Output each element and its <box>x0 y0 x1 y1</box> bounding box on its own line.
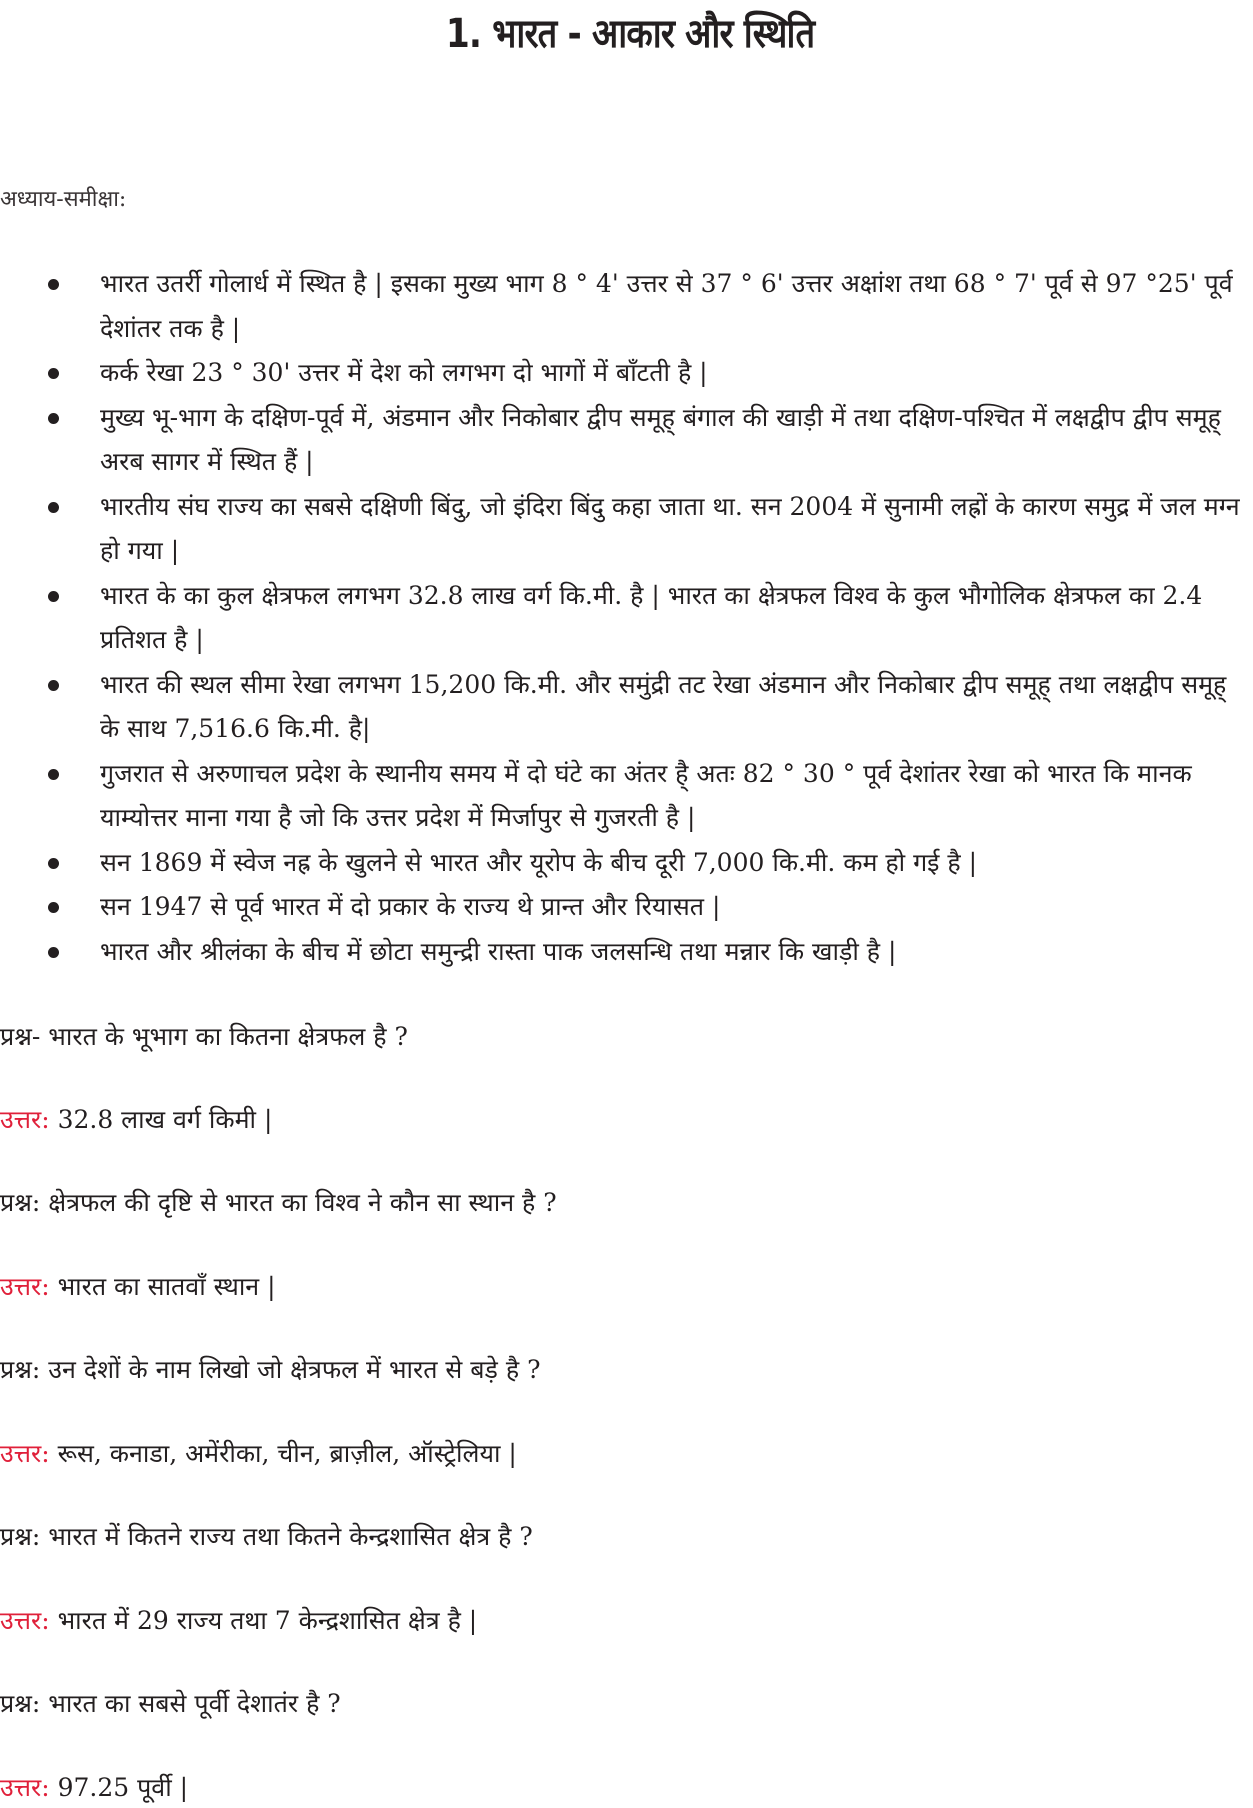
answer-4 <box>0 1601 477 1641</box>
bullet-dot-icon <box>48 368 59 379</box>
answer-label: उत्तर: <box>0 1105 50 1134</box>
bullet-dot-icon <box>48 769 59 780</box>
answer-text: भारत में 29 राज्य तथा 7 केन्द्रशासित क्षेत्र है | <box>49 1606 478 1635</box>
bullet-text: गुजरात से अरुणाचल प्रदेश के स्थानीय समय में दो घंटे का अंतर है् अतः 82 ° 30 ° पूर्व देशांतर रेखा को भारत कि मानक याम्योत्तर माना गया है जो कि उत्तर प्रदेश में मिर्जापुर से गुजरती है | <box>100 758 1192 832</box>
bullet-text: भारत और श्रीलंका के बीच में छोटा समुन्द्री रास्ता पाक जलसन्धि तथा मन्नार कि खाड़ी है | <box>100 936 897 966</box>
question-3: प्रश्न: उन देशों के नाम लिखो जो क्षेत्रफल में भारत से बड़े है ? <box>0 1355 541 1384</box>
bullet-item <box>0 262 1253 351</box>
bullet-item <box>0 663 1253 752</box>
bullet-item <box>0 485 1253 574</box>
bullet-text: भारत की स्थल सीमा रेखा लगभग 15,200 कि.मी. और समुंद्री तट रेखा अंडमान और निकोबार द्वीप समूह् तथा लक्षद्वीप समूह् के साथ 7,516.6 कि.मी. है| <box>100 669 1227 743</box>
bullet-dot-icon <box>48 502 59 513</box>
question-4: प्रश्न: भारत में कितने राज्य तथा कितने केन्द्रशासित क्षेत्र है ? <box>0 1522 533 1551</box>
chapter-summary-label: अध्याय-समीक्षा: <box>0 187 127 212</box>
answer-text: 97.25 पूर्वी | <box>49 1773 189 1802</box>
bullet-dot-icon <box>48 279 59 290</box>
bullet-item <box>0 396 1253 485</box>
bullet-item <box>0 930 1253 975</box>
bullet-dot-icon <box>48 413 59 424</box>
bullet-text: सन 1869 में स्वेज नह्र के खुलने से भारत और यूरोप के बीच दूरी 7,000 कि.मी. कम हो गई है | <box>100 847 978 877</box>
page-title: 1. भारत - आकार और स्थिति <box>445 11 815 57</box>
answer-text: रूस, कनाडा, अमेंरीका, चीन, ब्राज़ील, ऑस्ट्रेलिया | <box>49 1439 517 1468</box>
bullet-item <box>0 574 1253 663</box>
question-1: प्रश्न- भारत के भूभाग का कितना क्षेत्रफल है ? <box>0 1022 408 1051</box>
bullet-dot-icon <box>48 680 59 691</box>
answer-2 <box>0 1267 276 1307</box>
answer-label: उत्तर: <box>0 1606 50 1635</box>
answer-label: उत्तर: <box>0 1272 50 1301</box>
bullet-item <box>0 841 1253 886</box>
bullet-item <box>0 885 1253 930</box>
answer-text: भारत का सातवाँ स्थान | <box>49 1272 276 1301</box>
question-2: प्रश्न: क्षेत्रफल की दृष्टि से भारत का विश्व ने कौन सा स्थान है ? <box>0 1188 557 1217</box>
answer-1 <box>0 1100 272 1140</box>
bullet-dot-icon <box>48 947 59 958</box>
bullet-dot-icon <box>48 858 59 869</box>
question-5: प्रश्न: भारत का सबसे पूर्वी देशातंर है ? <box>0 1689 341 1718</box>
bullet-text: कर्क रेखा 23 ° 30' उत्तर में देश को लगभग दो भागों में बाँटती है | <box>100 358 708 387</box>
answer-label: उत्तर: <box>0 1439 50 1468</box>
bullet-text: भारतीय संघ राज्य का सबसे दक्षिणी बिंदु, जो इंदिरा बिंदु कहा जाता था. सन 2004 में सुनामी लह्रों के कारण समुद्र में जल मग्न हो गया | <box>100 491 1240 565</box>
bullet-item <box>0 752 1253 841</box>
answer-5 <box>0 1768 188 1808</box>
summary-bullet-list <box>0 262 1253 974</box>
bullet-text: भारत उतर्री गोलार्ध में स्थित है | इसका मुख्य भाग 8 ° 4' उत्तर से 37 ° 6' उत्तर अक्षांश तथा 68 ° 7' पूर्व से 97 °25' पूर्व देशांतर तक है | <box>100 269 1233 343</box>
bullet-dot-icon <box>48 902 59 913</box>
answer-text: 32.8 लाख वर्ग किमी | <box>49 1105 273 1134</box>
answer-3 <box>0 1434 517 1474</box>
bullet-item <box>0 351 1253 396</box>
bullet-text: भारत के का कुल क्षेत्रफल लगभग 32.8 लाख वर्ग कि.मी. है | भारत का क्षेत्रफल विश्व के कुल भौगोलिक क्षेत्रफल का 2.4 प्रतिशत है | <box>100 580 1203 654</box>
bullet-text: मुख्य भू-भाग के दक्षिण-पूर्व में, अंडमान और निकोबार द्वीप समूह् बंगाल की खाड़ी में तथा दक्षिण-पश्चित में लक्षद्वीप द्वीप समूह् अरब सागर में स्थित हैं | <box>100 402 1221 476</box>
answer-label: उत्तर: <box>0 1773 50 1802</box>
bullet-text: सन 1947 से पूर्व भारत में दो प्रकार के राज्य थे प्रान्त और रियासत | <box>100 892 721 921</box>
bullet-dot-icon <box>48 591 59 602</box>
